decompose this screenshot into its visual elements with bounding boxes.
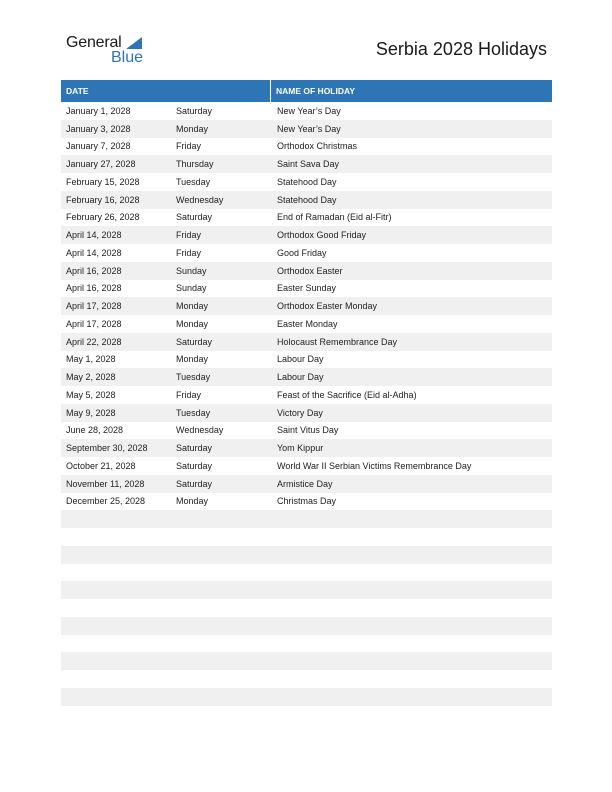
holiday-name: New Year’s Day (277, 105, 341, 116)
table-row (61, 439, 552, 457)
holiday-name: World War II Serbian Victims Remembrance Day (277, 460, 472, 471)
empty-row (61, 635, 552, 653)
logo-general-text: General (66, 34, 122, 51)
empty-row (61, 652, 552, 670)
holiday-weekday: Friday (176, 141, 202, 152)
holiday-weekday: Sunday (176, 283, 207, 294)
holiday-date: April 17, 2028 (66, 318, 122, 329)
holiday-date: May 1, 2028 (66, 354, 116, 365)
empty-row (61, 617, 552, 635)
holiday-weekday: Sunday (176, 265, 207, 276)
holiday-weekday: Monday (176, 318, 209, 329)
holiday-date: January 1, 2028 (66, 105, 131, 116)
holiday-date: January 27, 2028 (66, 159, 136, 170)
holiday-name: Christmas Day (277, 496, 337, 507)
holiday-date: January 7, 2028 (66, 141, 131, 152)
holiday-date: February 15, 2028 (66, 176, 140, 187)
holiday-weekday: Tuesday (176, 176, 211, 187)
holiday-weekday: Friday (176, 230, 202, 241)
holiday-weekday: Saturday (176, 105, 213, 116)
table-row (61, 280, 552, 298)
holiday-date: April 14, 2028 (66, 247, 122, 258)
holiday-weekday: Saturday (176, 443, 213, 454)
holiday-name: Orthodox Easter (277, 265, 343, 276)
holiday-date: January 3, 2028 (66, 123, 131, 134)
table-row (61, 262, 552, 280)
holiday-date: February 26, 2028 (66, 212, 140, 223)
table-row (61, 315, 552, 333)
holiday-date: April 14, 2028 (66, 230, 122, 241)
empty-row (61, 564, 552, 582)
holiday-date: November 11, 2028 (66, 478, 145, 489)
holiday-name: Labour Day (277, 354, 324, 365)
empty-row (61, 599, 552, 617)
brand-logo (66, 34, 156, 68)
holiday-name: Armistice Day (277, 478, 333, 489)
holiday-weekday: Wednesday (176, 425, 224, 436)
holiday-weekday: Monday (176, 301, 209, 312)
holiday-name: Orthodox Easter Monday (277, 301, 378, 312)
empty-row (61, 670, 552, 688)
table-row (61, 351, 552, 369)
table-row (61, 493, 552, 511)
table-row (61, 404, 552, 422)
holiday-weekday: Saturday (176, 336, 213, 347)
holiday-weekday: Tuesday (176, 407, 211, 418)
empty-row (61, 528, 552, 546)
holiday-date: October 21, 2028 (66, 460, 136, 471)
holiday-name: New Year’s Day (277, 123, 341, 134)
holiday-date: May 5, 2028 (66, 389, 116, 400)
empty-row (61, 581, 552, 599)
holiday-name: Victory Day (277, 407, 323, 418)
holiday-name: Statehood Day (277, 176, 337, 187)
holiday-date: April 22, 2028 (66, 336, 122, 347)
holiday-weekday: Monday (176, 354, 209, 365)
holiday-date: April 17, 2028 (66, 301, 122, 312)
empty-row (61, 706, 552, 724)
table-row (61, 209, 552, 227)
holiday-weekday: Saturday (176, 212, 213, 223)
empty-row (61, 510, 552, 528)
holiday-date: February 16, 2028 (66, 194, 140, 205)
holiday-date: June 28, 2028 (66, 425, 124, 436)
table-row (61, 155, 552, 173)
holiday-name: Orthodox Good Friday (277, 230, 367, 241)
logo-triangle-icon (126, 37, 142, 49)
holiday-date: December 25, 2028 (66, 496, 146, 507)
holiday-weekday: Tuesday (176, 372, 211, 383)
table-row (61, 368, 552, 386)
table-row (61, 475, 552, 493)
holiday-date: May 9, 2028 (66, 407, 116, 418)
table-row (61, 333, 552, 351)
table-header (61, 80, 552, 102)
empty-row (61, 546, 552, 564)
holiday-name: Saint Sava Day (277, 159, 340, 170)
holiday-name: Statehood Day (277, 194, 337, 205)
table-row (61, 191, 552, 209)
holiday-weekday: Wednesday (176, 194, 224, 205)
holiday-name: End of Ramadan (Eid al-Fitr) (277, 212, 392, 223)
table-row (61, 297, 552, 315)
logo-blue-text: Blue (111, 49, 144, 66)
holiday-name: Good Friday (277, 247, 327, 258)
holiday-table (61, 80, 552, 723)
table-row (61, 138, 552, 156)
holiday-weekday: Saturday (176, 478, 213, 489)
holiday-name: Yom Kippur (277, 443, 324, 454)
holiday-date: April 16, 2028 (66, 265, 122, 276)
table-row (61, 226, 552, 244)
table-row (61, 386, 552, 404)
header-date: DATE (61, 80, 271, 102)
page-title: Serbia 2028 Holidays (375, 39, 547, 59)
holiday-name: Saint Vitus Day (277, 425, 339, 436)
holiday-weekday: Monday (176, 496, 209, 507)
holiday-name: Orthodox Christmas (277, 141, 358, 152)
table-row (61, 102, 552, 120)
empty-row (61, 688, 552, 706)
table-row (61, 422, 552, 440)
holiday-name: Holocaust Remembrance Day (277, 336, 398, 347)
holiday-name: Easter Monday (277, 318, 338, 329)
table-body (61, 102, 552, 723)
holiday-weekday: Saturday (176, 460, 213, 471)
holiday-date: September 30, 2028 (66, 443, 148, 454)
table-row (61, 173, 552, 191)
holiday-weekday: Thursday (176, 159, 214, 170)
table-row (61, 244, 552, 262)
holiday-date: May 2, 2028 (66, 372, 116, 383)
header-holiday-name: NAME OF HOLIDAY (271, 80, 552, 102)
holiday-name: Feast of the Sacrifice (Eid al-Adha) (277, 389, 417, 400)
holiday-weekday: Friday (176, 247, 202, 258)
table-row (61, 457, 552, 475)
holiday-name: Easter Sunday (277, 283, 337, 294)
table-row (61, 120, 552, 138)
holiday-weekday: Monday (176, 123, 209, 134)
holiday-weekday: Friday (176, 389, 202, 400)
holiday-date: April 16, 2028 (66, 283, 122, 294)
holiday-name: Labour Day (277, 372, 324, 383)
